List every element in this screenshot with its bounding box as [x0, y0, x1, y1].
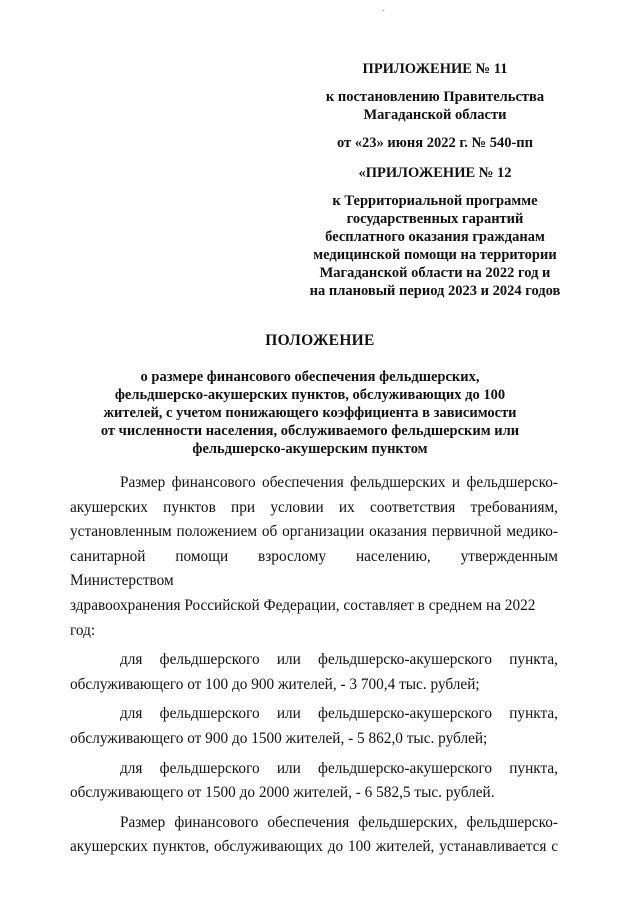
- list-item-line: обслуживающего от 100 до 900 жителей, - 3 700,4 тыс. рублей;: [70, 675, 480, 693]
- paragraph-line: Размер финансового обеспечения фельдшерских, фельдшерско-: [120, 813, 558, 831]
- document-body: [70, 471, 558, 860]
- list-item-line: для фельдшерского или фельдшерско-акушерского пункта,: [120, 651, 558, 669]
- list-item: [70, 702, 558, 751]
- appendix-program-line: на плановый период 2023 и 2024 годов: [309, 283, 561, 299]
- list-item: [70, 648, 558, 697]
- appendix-title-2: «ПРИЛОЖЕНИЕ № 12: [358, 165, 512, 181]
- appendix-program-line: к Территориальной программе: [332, 193, 538, 209]
- subtitle-line: о размере финансового обеспечения фельдшерских,: [140, 369, 480, 385]
- list-item-line: обслуживающего от 900 до 1500 жителей, - 5 862,0 тыс. рублей;: [70, 729, 488, 747]
- appendix-program-line: государственных гарантий: [346, 211, 524, 227]
- paragraph-1: [70, 471, 558, 643]
- list-item-line: для фельдшерского или фельдшерско-акушерского пункта,: [120, 759, 558, 777]
- document-subtitle: [90, 368, 530, 458]
- paragraph-line: санитарной помощи взрослому населению, утвержденным Министерством: [70, 547, 558, 590]
- list-item: [70, 757, 558, 806]
- appendix-date-line: от «23» июня 2022 г. № 540-пп: [337, 135, 533, 151]
- subtitle-line: фельдшерско-акушерским пунктом: [192, 441, 428, 457]
- subtitle-line: фельдшерско-акушерских пунктов, обслуживающих до 100: [114, 387, 506, 403]
- appendix-program-line: Магаданской области на 2022 год и: [319, 265, 551, 281]
- appendix-title: ПРИЛОЖЕНИЕ № 11: [362, 61, 508, 77]
- scan-dot: ·: [382, 6, 386, 17]
- paragraph-line: установленным положением об организации оказания первичной медико-: [70, 523, 558, 541]
- appendix-program-line: бесплатного оказания гражданам: [325, 229, 545, 245]
- subtitle-line: жителей, с учетом понижающего коэффициента в зависимости: [103, 405, 517, 421]
- appendix-line: к постановлению Правительства: [325, 89, 545, 105]
- paragraph-line: здравоохранения Российской Федерации, составляет в среднем на 2022 год:: [70, 596, 536, 639]
- appendix-line: Магаданской области: [363, 107, 507, 123]
- list-item-line: обслуживающего от 1500 до 2000 жителей, - 6 582,5 тыс. рублей.: [70, 784, 495, 802]
- appendix-header: [270, 60, 600, 300]
- paragraph-line: Размер финансового обеспечения фельдшерских и фельдшерско-: [120, 474, 558, 491]
- list-item-line: для фельдшерского или фельдшерско-акушерского пункта,: [120, 705, 558, 723]
- paragraph-2: [70, 811, 558, 860]
- appendix-program-line: медицинской помощи на территории: [313, 247, 557, 263]
- paragraph-line: акушерских пунктов, обслуживающих до 100 жителей, устанавливается с: [70, 838, 558, 856]
- paragraph-line: акушерских пунктов при условии их соответствия требованиям,: [70, 498, 558, 516]
- document-title: ПОЛОЖЕНИЕ: [265, 332, 375, 349]
- subtitle-line: от численности населения, обслуживаемого фельдшерским или: [100, 423, 520, 439]
